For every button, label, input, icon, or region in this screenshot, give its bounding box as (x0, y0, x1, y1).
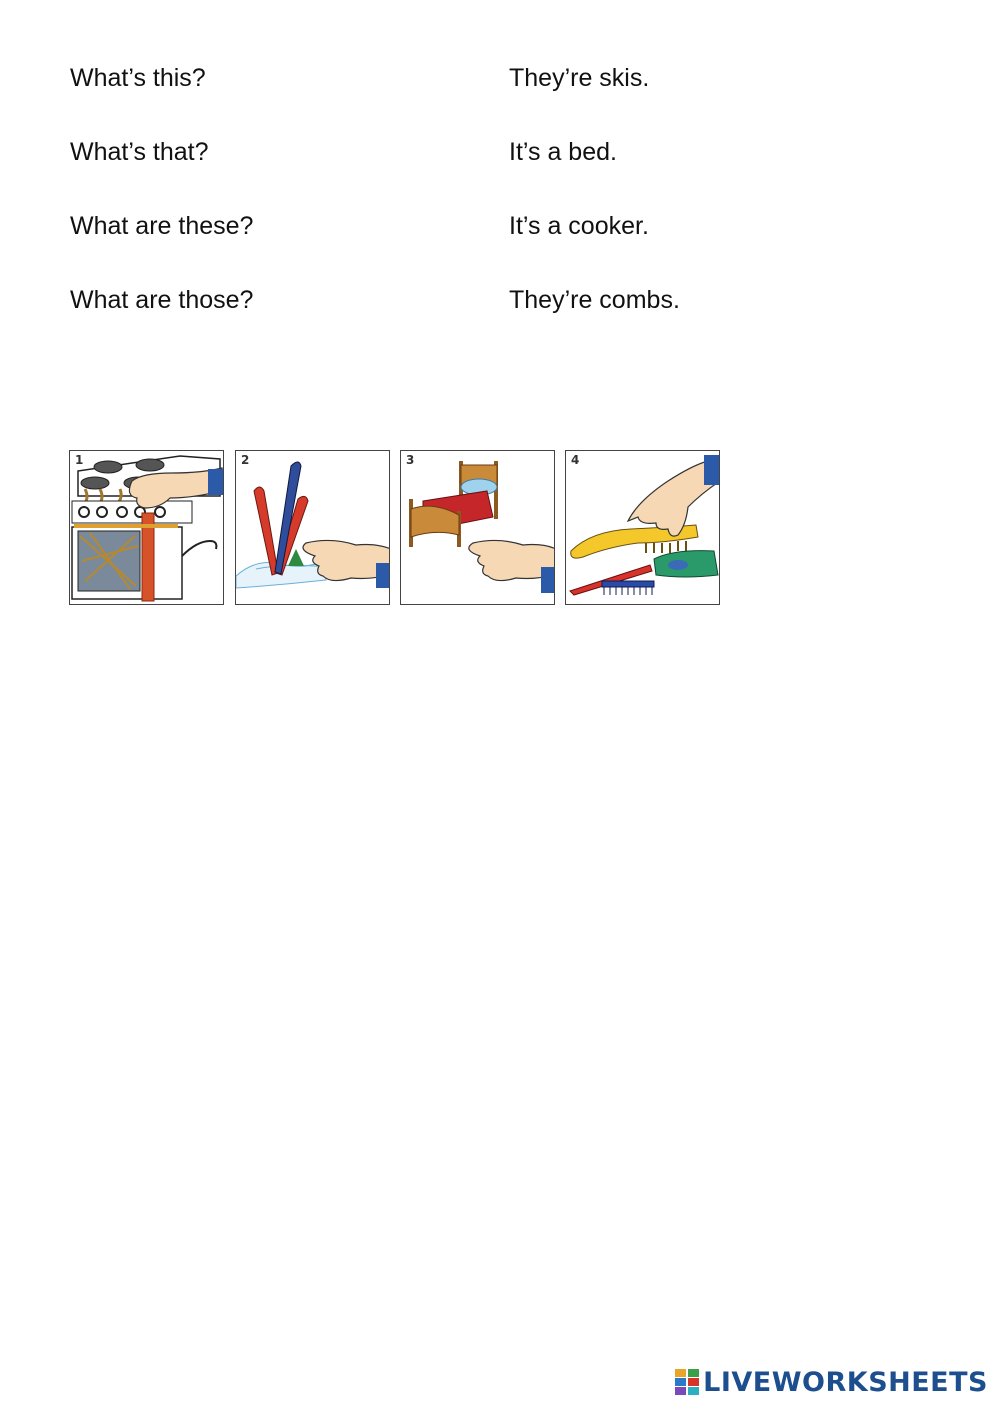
answer-4: They’re combs. (509, 286, 680, 314)
picture-3 (400, 450, 555, 605)
liveworksheets-logo-icon (675, 1369, 699, 1395)
cooker-icon (70, 451, 224, 605)
question-1: What’s this? (70, 64, 206, 92)
answer-1: They’re skis. (509, 64, 650, 92)
question-2: What’s that? (70, 138, 209, 166)
answer-3: It’s a cooker. (509, 212, 649, 240)
question-3: What are these? (70, 212, 254, 240)
picture-4 (565, 450, 720, 605)
combs-icon (566, 451, 720, 605)
question-4: What are those? (70, 286, 254, 314)
picture-number: 1 (75, 453, 84, 467)
picture-number: 4 (571, 453, 580, 467)
brand-name: LIVEWORKSHEETS (703, 1366, 988, 1398)
bed-icon (401, 451, 555, 605)
answer-2: It’s a bed. (509, 138, 617, 166)
picture-2 (235, 450, 390, 605)
picture-number: 2 (241, 453, 250, 467)
picture-number: 3 (406, 453, 415, 467)
skis-icon (236, 451, 390, 605)
liveworksheets-logo (675, 1362, 988, 1402)
picture-1 (69, 450, 224, 605)
